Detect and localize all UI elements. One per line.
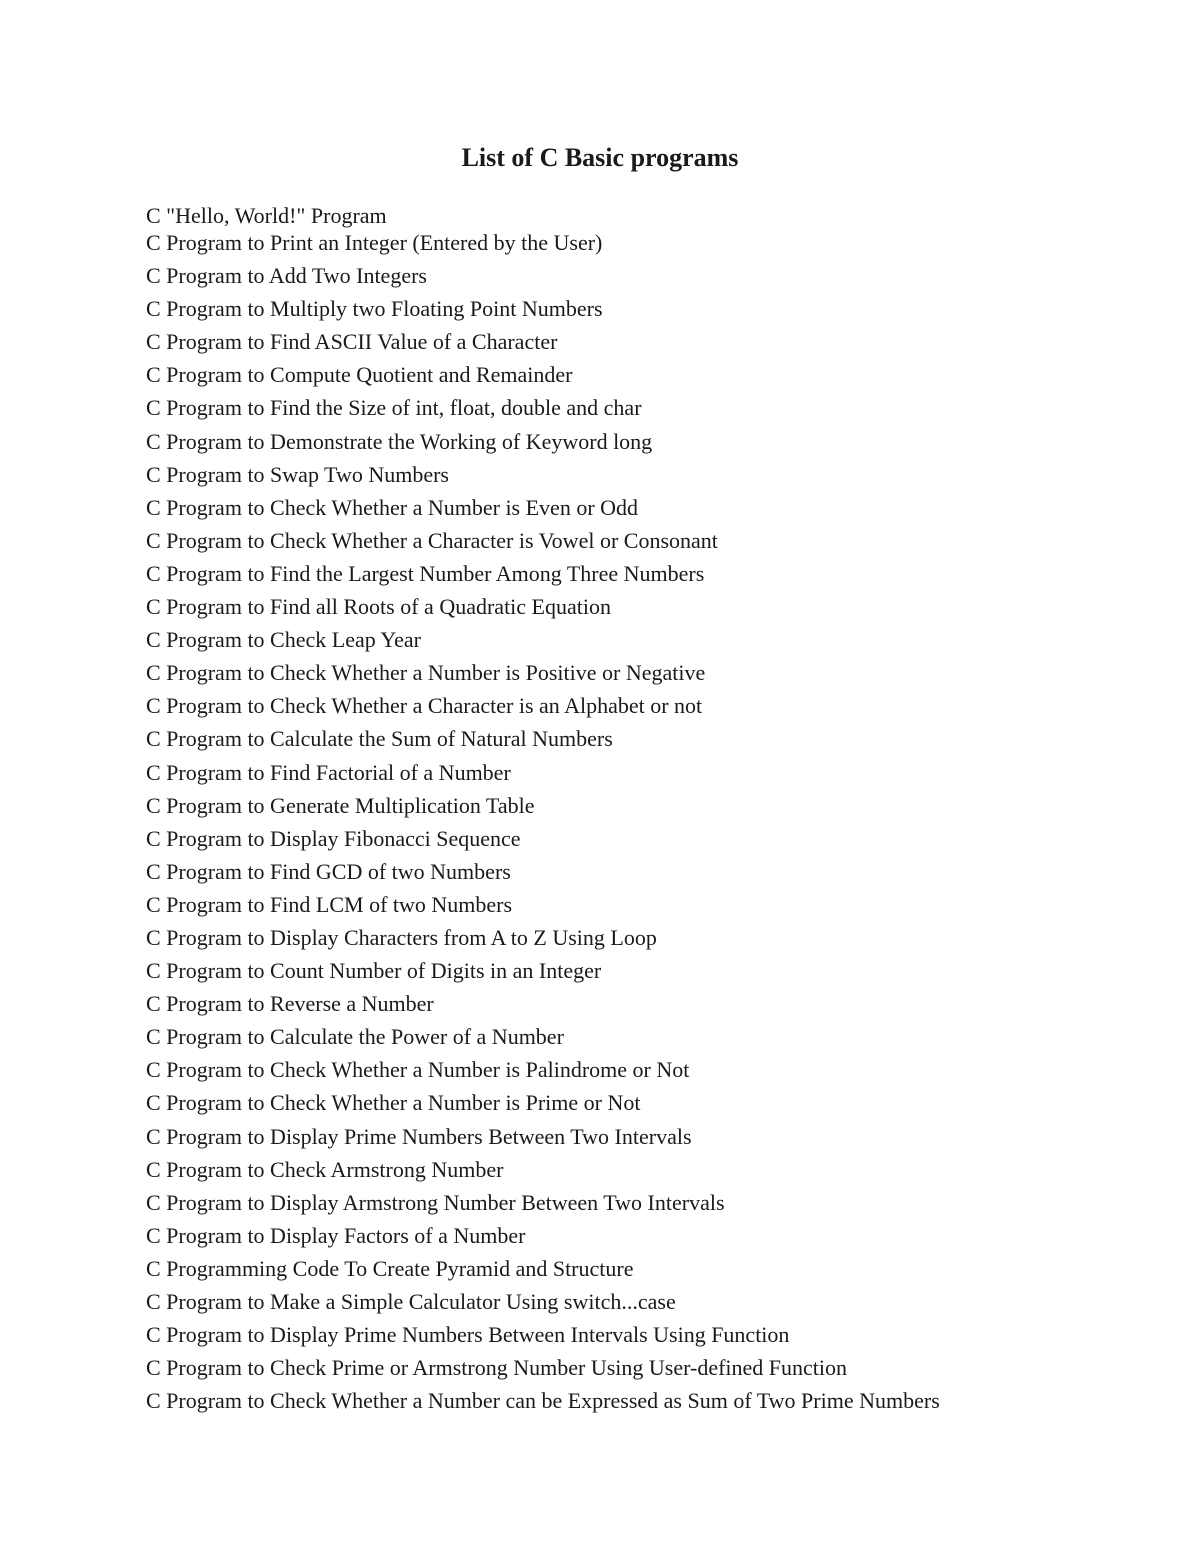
list-item: C Program to Check Whether a Character is an Alphabet or not: [146, 693, 703, 719]
list-item: C Program to Make a Simple Calculator Using switch...case: [146, 1289, 676, 1314]
list-item: C Programming Code To Create Pyramid and Structure: [146, 1255, 634, 1281]
list-item: C Program to Generate Multiplication Table: [146, 792, 535, 818]
list-item: C Program to Display Armstrong Number Between Two Intervals: [146, 1189, 725, 1215]
list-item: C Program to Find Factorial of a Number: [146, 759, 511, 785]
list-item: C Program to Find LCM of two Numbers: [146, 891, 513, 917]
list-item: C Program to Display Prime Numbers Between Two Intervals: [146, 1123, 692, 1149]
list-item: C Program to Check Whether a Number can be Expressed as Sum of Two Prime Numbers: [146, 1388, 940, 1414]
list-item: C Program to Check Whether a Character is Vowel or Consonant: [146, 527, 718, 553]
list-item: C Program to Print an Integer (Entered by the User): [146, 230, 603, 255]
list-item: C Program to Find ASCII Value of a Character: [146, 329, 558, 355]
list-item: C Program to Reverse a Number: [146, 991, 434, 1017]
list-item: C Program to Count Number of Digits in an Integer: [146, 958, 602, 984]
list-item: C Program to Find all Roots of a Quadratic Equation: [146, 594, 611, 620]
list-item: C Program to Display Fibonacci Sequence: [146, 825, 521, 851]
list-item: C Program to Compute Quotient and Remainder: [146, 362, 573, 388]
list-item: C Program to Demonstrate the Working of Keyword long: [146, 428, 653, 454]
list-item: C Program to Display Characters from A to Z Using Loop: [146, 924, 657, 950]
list-item: C Program to Swap Two Numbers: [146, 461, 449, 487]
list-item: C Program to Check Whether a Number is Positive or Negative: [146, 660, 706, 686]
list-item: C Program to Check Armstrong Number: [146, 1156, 504, 1182]
list-item: C Program to Add Two Integers: [146, 263, 427, 289]
program-list: [146, 200, 940, 1417]
list-item: C Program to Check Leap Year: [146, 627, 421, 653]
list-item: C Program to Calculate the Power of a Number: [146, 1024, 564, 1050]
list-item: C Program to Check Whether a Number is Even or Odd: [146, 494, 639, 520]
list-item: C Program to Calculate the Sum of Natural Numbers: [146, 726, 613, 752]
list-item: C Program to Display Factors of a Number: [146, 1222, 526, 1248]
page-title: List of C Basic programs: [461, 143, 739, 172]
list-item: C Program to Check Prime or Armstrong Number Using User-defined Function: [146, 1355, 848, 1381]
list-item: C Program to Find the Largest Number Among Three Numbers: [146, 560, 705, 586]
list-item: C Program to Display Prime Numbers Between Intervals Using Function: [146, 1322, 790, 1348]
list-item: C Program to Check Whether a Number is Palindrome or Not: [146, 1057, 690, 1083]
list-item: C Program to Check Whether a Number is Prime or Not: [146, 1090, 641, 1116]
list-item: C "Hello, World!" Program: [146, 203, 387, 228]
list-item: C Program to Find GCD of two Numbers: [146, 858, 511, 884]
list-item: C Program to Find the Size of int, float, double and char: [146, 395, 642, 421]
list-item: C Program to Multiply two Floating Point Numbers: [146, 296, 603, 322]
